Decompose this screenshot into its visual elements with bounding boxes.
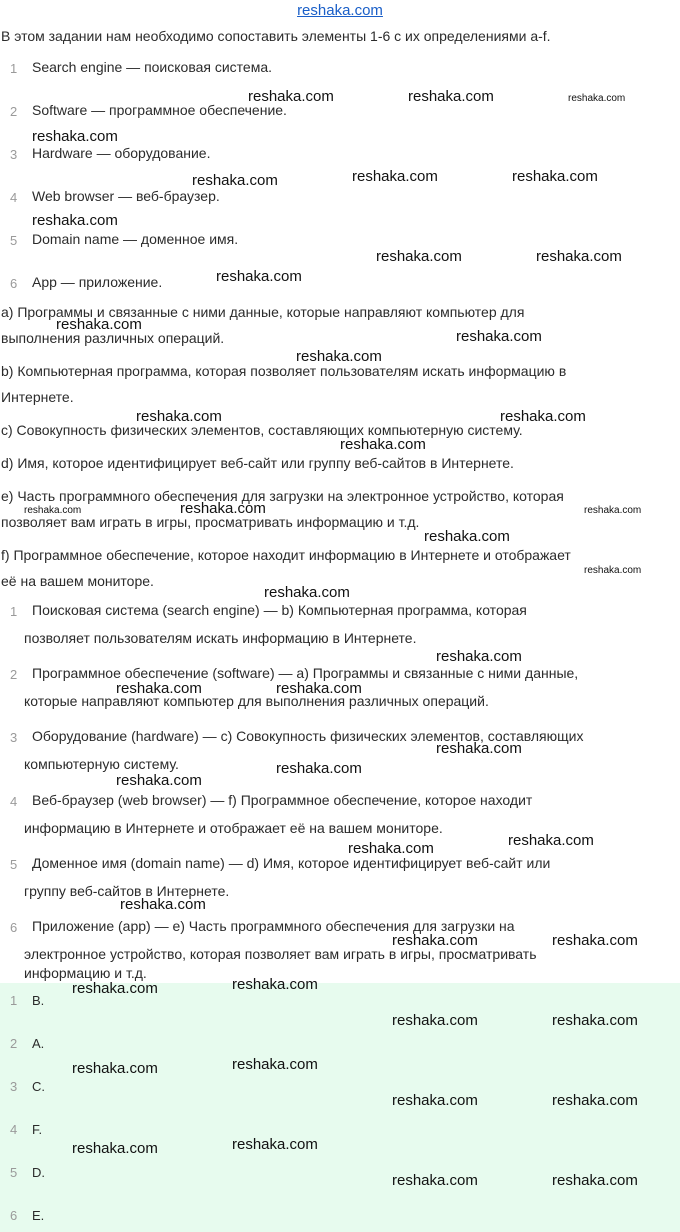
definition-line: c) Совокупность физических элементов, составляющих компьютерную систему. bbox=[1, 422, 523, 438]
definition-line: её на вашем мониторе. bbox=[1, 573, 154, 589]
watermark: reshaka.com bbox=[568, 93, 626, 104]
watermark: reshaka.com bbox=[232, 1056, 318, 1073]
answer-line: информацию в Интернете и отображает её на вашем мониторе. bbox=[24, 820, 443, 836]
definition-line: b) Компьютерная программа, которая позволяет пользователям искать информацию в bbox=[1, 363, 567, 379]
final-number: 6 bbox=[10, 1208, 18, 1223]
answer-line: Приложение (app) — e) Часть программного обеспечения для загрузки на bbox=[32, 918, 515, 934]
watermark: reshaka.com bbox=[392, 932, 478, 949]
term-number: 5 bbox=[10, 233, 18, 248]
answer-line: информацию и т.д. bbox=[24, 965, 147, 981]
term-item: Software — программное обеспечение. bbox=[32, 102, 287, 118]
answer-line: Программное обеспечение (software) — a) Программы и связанные с ними данные, bbox=[32, 665, 579, 681]
watermark: reshaka.com bbox=[436, 648, 522, 665]
watermark: reshaka.com bbox=[508, 832, 594, 849]
definition-line: позволяет вам играть в игры, просматривать информацию и т.д. bbox=[1, 514, 420, 530]
watermark: reshaka.com bbox=[392, 1172, 478, 1189]
watermark: reshaka.com bbox=[376, 248, 462, 265]
term-item: Hardware — оборудование. bbox=[32, 145, 211, 161]
answer-line: электронное устройство, которая позволяет вам играть в игры, просматривать bbox=[24, 946, 537, 962]
watermark: reshaka.com bbox=[136, 408, 222, 425]
answer-number: 3 bbox=[10, 730, 18, 745]
site-header-link[interactable]: reshaka.com bbox=[297, 2, 383, 19]
watermark: reshaka.com bbox=[72, 1060, 158, 1077]
watermark: reshaka.com bbox=[424, 528, 510, 545]
answer-line: Поисковая система (search engine) — b) Компьютерная программа, которая bbox=[32, 602, 527, 618]
answer-line: которые направляют компьютер для выполнения различных операций. bbox=[24, 693, 489, 709]
answer-line: Веб-браузер (web browser) — f) Программное обеспечение, которое находит bbox=[32, 792, 533, 808]
final-letter: F. bbox=[32, 1122, 43, 1137]
definition-line: Интернете. bbox=[1, 389, 74, 405]
watermark: reshaka.com bbox=[552, 1172, 638, 1189]
answer-line: Оборудование (hardware) — c) Совокупность физических элементов, составляющих bbox=[32, 728, 584, 744]
watermark: reshaka.com bbox=[296, 348, 382, 365]
answer-number: 5 bbox=[10, 857, 18, 872]
watermark: reshaka.com bbox=[340, 436, 426, 453]
watermark: reshaka.com bbox=[180, 500, 266, 517]
intro-text: В этом задании нам необходимо сопоставить элементы 1-6 с их определениями a-f. bbox=[1, 28, 551, 44]
watermark: reshaka.com bbox=[248, 88, 334, 105]
final-letter: A. bbox=[32, 1036, 45, 1051]
watermark: reshaka.com bbox=[552, 932, 638, 949]
term-number: 3 bbox=[10, 147, 18, 162]
watermark: reshaka.com bbox=[552, 1092, 638, 1109]
answer-line: Доменное имя (domain name) — d) Имя, которое идентифицирует веб-сайт или bbox=[32, 855, 551, 871]
term-item: App — приложение. bbox=[32, 274, 163, 290]
final-number: 2 bbox=[10, 1036, 18, 1051]
watermark: reshaka.com bbox=[276, 760, 362, 777]
term-number: 4 bbox=[10, 190, 18, 205]
answer-number: 1 bbox=[10, 604, 18, 619]
watermark: reshaka.com bbox=[120, 896, 206, 913]
watermark: reshaka.com bbox=[72, 1140, 158, 1157]
watermark: reshaka.com bbox=[408, 88, 494, 105]
watermark: reshaka.com bbox=[276, 680, 362, 697]
watermark: reshaka.com bbox=[536, 248, 622, 265]
final-number: 5 bbox=[10, 1165, 18, 1180]
definition-line: d) Имя, которое идентифицирует веб-сайт или группу веб-сайтов в Интернете. bbox=[1, 455, 514, 471]
term-item: Search engine — поисковая система. bbox=[32, 59, 273, 75]
term-item: Web browser — веб-браузер. bbox=[32, 188, 220, 204]
watermark: reshaka.com bbox=[216, 268, 302, 285]
watermark: reshaka.com bbox=[352, 168, 438, 185]
watermark: reshaka.com bbox=[552, 1012, 638, 1029]
answer-line: компьютерную систему. bbox=[24, 756, 179, 772]
watermark: reshaka.com bbox=[32, 128, 118, 145]
final-letter: E. bbox=[32, 1208, 45, 1223]
answer-number: 4 bbox=[10, 794, 18, 809]
answer-line: группу веб-сайтов в Интернете. bbox=[24, 883, 230, 899]
final-letter: D. bbox=[32, 1165, 45, 1180]
watermark: reshaka.com bbox=[24, 505, 82, 516]
final-letter: B. bbox=[32, 993, 45, 1008]
answer-line: позволяет пользователям искать информацию в Интернете. bbox=[24, 630, 417, 646]
term-number: 6 bbox=[10, 276, 18, 291]
final-number: 4 bbox=[10, 1122, 18, 1137]
final-letter: C. bbox=[32, 1079, 45, 1094]
final-number: 3 bbox=[10, 1079, 18, 1094]
answer-number: 6 bbox=[10, 920, 18, 935]
watermark: reshaka.com bbox=[116, 680, 202, 697]
definition-line: выполнения различных операций. bbox=[1, 330, 225, 346]
watermark: reshaka.com bbox=[32, 212, 118, 229]
watermark: reshaka.com bbox=[500, 408, 586, 425]
watermark: reshaka.com bbox=[392, 1012, 478, 1029]
term-item: Domain name — доменное имя. bbox=[32, 231, 239, 247]
watermark: reshaka.com bbox=[584, 505, 642, 516]
definition-line: a) Программы и связанные с ними данные, которые направляют компьютер для bbox=[1, 304, 525, 320]
definition-line: f) Программное обеспечение, которое находит информацию в Интернете и отображает bbox=[1, 547, 571, 563]
watermark: reshaka.com bbox=[72, 980, 158, 997]
watermark: reshaka.com bbox=[456, 328, 542, 345]
watermark: reshaka.com bbox=[116, 772, 202, 789]
final-number: 1 bbox=[10, 993, 18, 1008]
watermark: reshaka.com bbox=[232, 1136, 318, 1153]
watermark: reshaka.com bbox=[392, 1092, 478, 1109]
watermark: reshaka.com bbox=[192, 172, 278, 189]
definition-line: e) Часть программного обеспечения для загрузки на электронное устройство, которая bbox=[1, 488, 564, 504]
answer-number: 2 bbox=[10, 667, 18, 682]
watermark: reshaka.com bbox=[584, 565, 642, 576]
watermark: reshaka.com bbox=[264, 584, 350, 601]
watermark: reshaka.com bbox=[56, 316, 142, 333]
watermark: reshaka.com bbox=[436, 740, 522, 757]
term-number: 1 bbox=[10, 61, 18, 76]
watermark: reshaka.com bbox=[232, 976, 318, 993]
term-number: 2 bbox=[10, 104, 18, 119]
watermark: reshaka.com bbox=[512, 168, 598, 185]
watermark: reshaka.com bbox=[348, 840, 434, 857]
